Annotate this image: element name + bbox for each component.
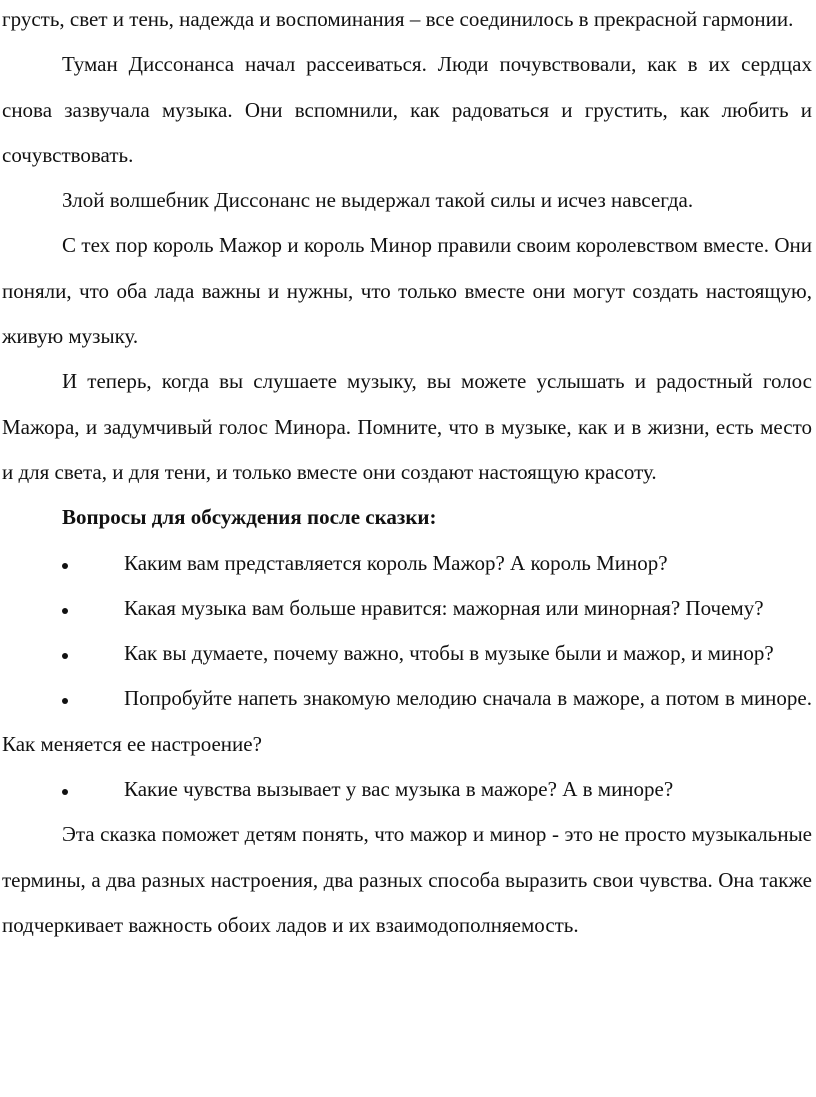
question-item [2, 676, 812, 767]
paragraph-wizard-vanished: Злой волшебник Диссонанс не выдержал такой силы и исчез навсегда. [62, 188, 694, 213]
question-item [2, 631, 812, 676]
questions-heading: Вопросы для обсуждения после сказки: [62, 505, 437, 530]
paragraph-continuation: грусть, свет и тень, надежда и воспоминания – все соединилось в прекрасной гармонии. [2, 7, 794, 31]
question-text: Попробуйте напеть знакомую мелодию сначала в мажоре, а потом в миноре. Как меняется ее настроение? [2, 686, 812, 756]
question-text: Какая музыка вам больше нравится: мажорная или минорная? Почему? [124, 595, 764, 620]
question-item [2, 541, 812, 586]
question-item [2, 767, 812, 812]
question-text: Какие чувства вызывает у вас музыка в мажоре? А в миноре? [124, 777, 674, 802]
question-text: Каким вам представляется король Мажор? А король Минор? [124, 550, 668, 575]
question-item [2, 586, 812, 631]
paragraph-kings-together: С тех пор король Мажор и король Минор правили своим королевством вместе. Они поняли, что оба лада важны и нужны, что только вместе они могут создать настоящую, живую музыку. [2, 233, 812, 349]
paragraph-fog-dissipates: Туман Диссонанса начал рассеиваться. Люди почувствовали, как в их сердцах снова зазвучала музыка. Они вспомнили, как радоваться и грустить, как любить и сочувствовать. [2, 52, 812, 167]
paragraph-conclusion: Эта сказка поможет детям понять, что мажор и минор - это не просто музыкальные термины, а два разных настроения, два разных способа выразить свои чувства. Она также подчеркивает важность обоих ладов и их взаимодополняемость. [2, 822, 812, 937]
paragraph-moral: И теперь, когда вы слушаете музыку, вы можете услышать и радостный голос Мажора, и задумчивый голос Минора. Помните, что в музыке, как и в жизни, есть место и для света, и для тени, и только вместе они создают настоящую красоту. [2, 369, 812, 484]
question-text: Как вы думаете, почему важно, чтобы в музыке были и мажор, и минор? [124, 641, 774, 666]
